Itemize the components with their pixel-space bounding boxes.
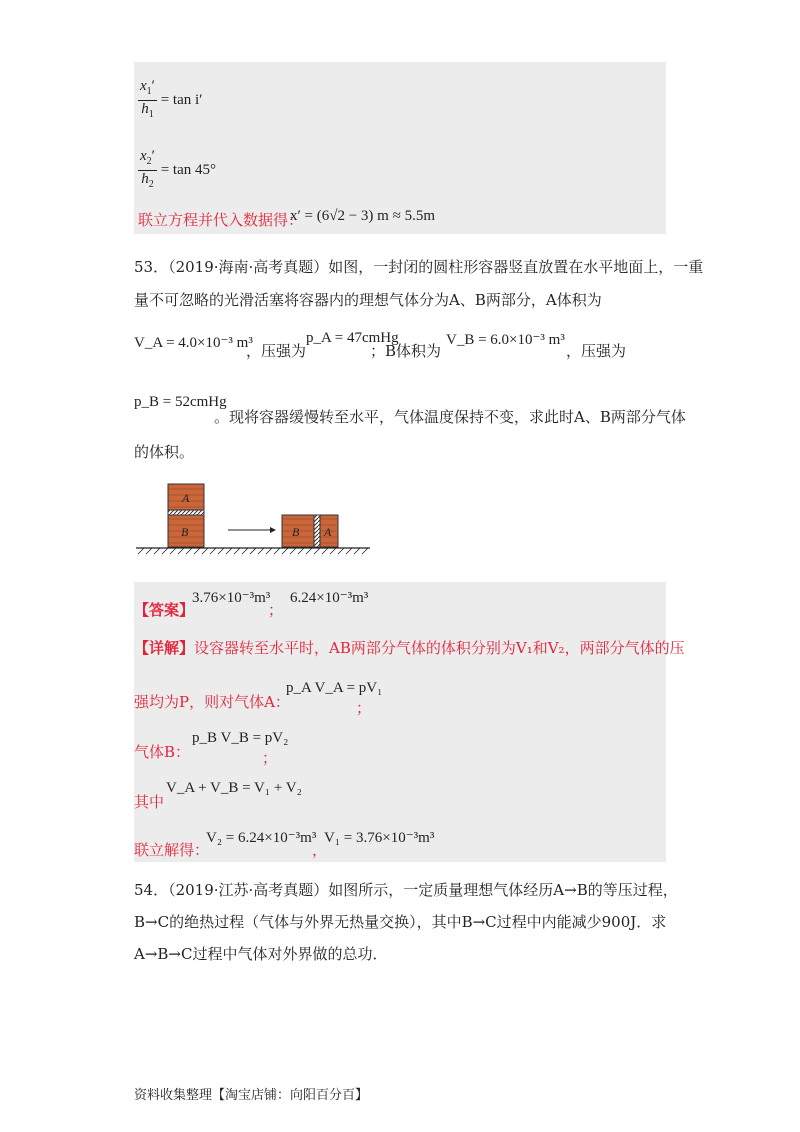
q53-vb: V_B = 6.0×10⁻³ m³ — [446, 332, 565, 348]
eq1-den: h — [141, 101, 149, 117]
detail-line2-end: ； — [356, 699, 372, 717]
eq2-num-sub: 2 — [146, 156, 152, 167]
detail-line5-sep: ， — [312, 841, 328, 859]
eq2-rhs: = tan 45° — [160, 161, 216, 178]
detail-line5-eq1: V₂ = 6.24×10⁻³m³ — [206, 830, 317, 846]
q53-b-volume-label: ；B体积为 — [370, 342, 442, 360]
detail-line2-eq: p_A V_A = pV₁ — [286, 680, 383, 696]
detail-line1 — [134, 638, 685, 658]
arrow-head — [270, 527, 276, 533]
piston-vertical — [168, 510, 204, 515]
label-a-horizontal: A — [324, 525, 332, 539]
eq1-den-sub: 1 — [148, 109, 154, 120]
q53-line5: 的体积。 — [134, 443, 195, 461]
answer-block — [134, 582, 666, 862]
q53-line1: 53．（2019·海南·高考真题）如图，一封闭的圆柱形容器竖直放置在水平地面上，一重 — [134, 258, 704, 276]
label-b-horizontal: B — [292, 525, 300, 539]
q54-line3: A→B→C过程中气体对外界做的总功． — [134, 945, 388, 963]
footer-text: 资料收集整理【淘宝店铺：向阳百分百】 — [134, 1088, 369, 1103]
answer-value-1: 3.76×10⁻³m³ — [192, 590, 271, 606]
q53-va: V_A = 4.0×10⁻³ m³ — [134, 335, 253, 351]
answer-value-2: 6.24×10⁻³m³ — [290, 590, 369, 606]
answer-separator: ； — [268, 601, 284, 619]
eq2-num: x — [140, 148, 147, 164]
eq1-num: x — [140, 78, 147, 94]
detail-line3-text: 气体B： — [134, 743, 191, 761]
label-b-vertical: B — [181, 525, 189, 539]
detail-line1-text: 设容器转至水平时，AB两部分气体的体积分别为V₁和V₂，两部分气体的压 — [194, 639, 685, 657]
detail-line4-text: 其中 — [134, 793, 165, 811]
answer-label: 【答案】 — [134, 601, 195, 619]
detail-line3-eq: p_B V_B = pV₂ — [192, 730, 289, 746]
eq2-den-sub: 2 — [148, 179, 154, 190]
eq2-den: h — [141, 171, 149, 187]
q53-line4: 。现将容器缓慢转至水平，气体温度保持不变，求此时A、B两部分气体 — [214, 408, 686, 426]
equation-tan-i: $\frac{x_1'}{h_1}$ = tan i′ — [140, 78, 203, 120]
eq1-num-sub: 1 — [146, 86, 152, 97]
detail-label: 【详解】 — [134, 639, 195, 657]
conclusion-label: 联立方程并代入数据得： — [138, 211, 304, 229]
piston-horizontal — [314, 515, 320, 547]
conclusion-equation: x′ = (6√2 − 3) m ≈ 5.5m — [290, 208, 435, 224]
detail-line3-end: ； — [262, 749, 278, 767]
ground-hatch — [138, 548, 368, 554]
q53-pb: p_B = 52cmHg — [134, 394, 227, 410]
eq1-rhs: = tan i′ — [160, 91, 203, 108]
q53-pa: p_A = 47cmHg — [306, 330, 399, 346]
container-rotation-figure — [130, 478, 380, 560]
q53-line2: 量不可忽略的光滑活塞将容器内的理想气体分为A、B两部分，A体积为 — [134, 291, 602, 309]
detail-line5-text: 联立解得： — [134, 841, 210, 859]
detail-line4-eq: V_A + V_B = V₁ + V₂ — [166, 780, 302, 796]
q53-pressure-b-label: ，压强为 — [566, 342, 627, 360]
q53-pressure-a-label: ，压强为 — [246, 342, 307, 360]
label-a-vertical: A — [182, 491, 190, 505]
q54-line1: 54．（2019·江苏·高考真题）如图所示，一定质量理想气体经历A→B的等压过程， — [134, 881, 678, 899]
q54-line2: B→C的绝热过程（气体与外界无热量交换），其中B→C过程中内能减少900J．求 — [134, 913, 667, 931]
equation-tan-45: $\frac{x_2'}{h_2}$ = tan 45° — [140, 148, 216, 190]
detail-line2-text: 强均为P，则对气体A： — [134, 693, 290, 711]
detail-line5-eq2: V₁ = 3.76×10⁻³m³ — [324, 830, 435, 846]
